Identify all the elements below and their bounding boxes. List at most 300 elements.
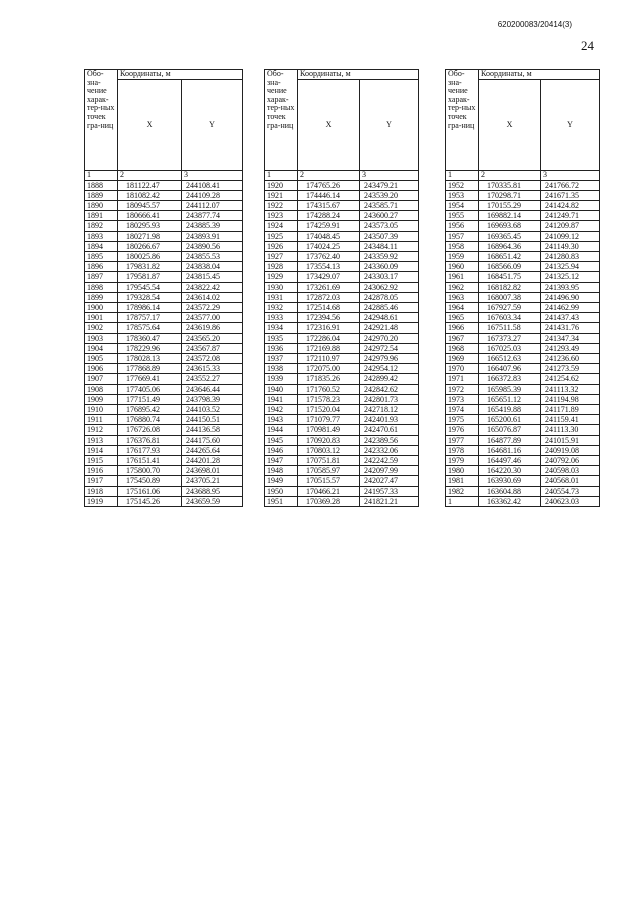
y-coordinate-cell: 242332.06 [360, 445, 419, 455]
y-coordinate-cell: 241249.71 [541, 211, 600, 221]
point-id-cell: 1938 [265, 364, 298, 374]
x-coordinate-cell: 172169.88 [298, 343, 360, 353]
y-coordinate-cell: 244136.58 [182, 425, 243, 435]
coordinates-table-3 [445, 69, 600, 507]
table-row [85, 496, 243, 506]
y-coordinate-cell: 241099.12 [541, 231, 600, 241]
y-coordinate-cell: 241462.99 [541, 303, 600, 313]
point-id-cell: 1919 [85, 496, 118, 506]
point-id-cell: 1976 [446, 425, 479, 435]
point-label-header: Обо-зна-чение харак-тер-ных точек гра-ниц [85, 70, 118, 171]
table-row [446, 374, 600, 384]
x-coordinate-cell: 163930.69 [479, 476, 541, 486]
x-coordinate-cell: 168651.42 [479, 252, 541, 262]
y-coordinate-cell: 242801.73 [360, 394, 419, 404]
y-coordinate-cell: 241171.89 [541, 405, 600, 415]
y-coordinate-cell: 242954.12 [360, 364, 419, 374]
y-coordinate-cell: 241149.30 [541, 241, 600, 251]
col-number: 2 [118, 171, 182, 181]
x-coordinate-cell: 174024.25 [298, 241, 360, 251]
table-row [85, 343, 243, 353]
y-coordinate-cell: 243877.74 [182, 211, 243, 221]
x-coordinate-cell: 180295.93 [118, 221, 182, 231]
point-id-cell: 1937 [265, 354, 298, 364]
point-id-cell: 1903 [85, 333, 118, 343]
point-id-cell: 1959 [446, 252, 479, 262]
y-coordinate-cell: 242401.93 [360, 415, 419, 425]
x-coordinate-cell: 174315.67 [298, 201, 360, 211]
point-id-cell: 1921 [265, 190, 298, 200]
point-id-cell: 1974 [446, 405, 479, 415]
col-number: 1 [446, 171, 479, 181]
point-id-cell: 1952 [446, 180, 479, 190]
table-row [265, 354, 419, 364]
point-id-cell: 1902 [85, 323, 118, 333]
point-id-cell: 1981 [446, 476, 479, 486]
table-row [265, 486, 419, 496]
table-row [265, 262, 419, 272]
x-coordinate-cell: 178757.17 [118, 313, 182, 323]
y-coordinate-cell: 243822.42 [182, 282, 243, 292]
point-id-cell: 1940 [265, 384, 298, 394]
x-coordinate-cell: 176177.93 [118, 445, 182, 455]
x-coordinate-cell: 166407.96 [479, 364, 541, 374]
x-coordinate-cell: 178360.47 [118, 333, 182, 343]
col-number: 2 [298, 171, 360, 181]
x-coordinate-cell: 172286.04 [298, 333, 360, 343]
x-header: X [479, 79, 541, 170]
y-coordinate-cell: 242718.12 [360, 405, 419, 415]
table-row [85, 303, 243, 313]
x-coordinate-cell: 174048.45 [298, 231, 360, 241]
y-coordinate-cell: 242970.20 [360, 333, 419, 343]
x-coordinate-cell: 176726.08 [118, 425, 182, 435]
y-coordinate-cell: 241821.21 [360, 496, 419, 506]
x-coordinate-cell: 167025.03 [479, 343, 541, 353]
y-coordinate-cell: 240554.73 [541, 486, 600, 496]
x-coordinate-cell: 179831.82 [118, 262, 182, 272]
table-row [446, 180, 600, 190]
y-coordinate-cell: 240919.08 [541, 445, 600, 455]
x-coordinate-cell: 181082.42 [118, 190, 182, 200]
table-row [446, 456, 600, 466]
point-label-header: Обо-зна-чение харак-тер-ных точек гра-ниц [265, 70, 298, 171]
point-id-cell: 1897 [85, 272, 118, 282]
x-coordinate-cell: 175145.26 [118, 496, 182, 506]
table-row [85, 252, 243, 262]
y-coordinate-cell: 243614.02 [182, 292, 243, 302]
y-coordinate-cell: 243885.39 [182, 221, 243, 231]
y-coordinate-cell: 241393.95 [541, 282, 600, 292]
y-coordinate-cell: 241957.33 [360, 486, 419, 496]
x-coordinate-cell: 172075.00 [298, 364, 360, 374]
x-coordinate-cell: 178028.13 [118, 354, 182, 364]
x-coordinate-cell: 165076.87 [479, 425, 541, 435]
point-id-cell: 1920 [265, 180, 298, 190]
x-coordinate-cell: 167373.27 [479, 333, 541, 343]
x-coordinate-cell: 175800.70 [118, 466, 182, 476]
point-id-cell: 1980 [446, 466, 479, 476]
x-coordinate-cell: 178229.96 [118, 343, 182, 353]
point-id-cell: 1911 [85, 415, 118, 425]
x-coordinate-cell: 168964.36 [479, 241, 541, 251]
y-coordinate-cell: 240568.01 [541, 476, 600, 486]
x-coordinate-cell: 174259.91 [298, 221, 360, 231]
y-coordinate-cell: 243815.45 [182, 272, 243, 282]
y-header: Y [541, 79, 600, 170]
point-id-cell: 1913 [85, 435, 118, 445]
point-id-cell: 1968 [446, 343, 479, 353]
point-id-cell: 1901 [85, 313, 118, 323]
point-id-cell: 1904 [85, 343, 118, 353]
y-coordinate-cell: 243585.71 [360, 201, 419, 211]
x-coordinate-cell: 170515.57 [298, 476, 360, 486]
point-id-cell: 1895 [85, 252, 118, 262]
y-coordinate-cell: 243619.86 [182, 323, 243, 333]
x-coordinate-cell: 163362.42 [479, 496, 541, 506]
col-number: 3 [541, 171, 600, 181]
point-id-cell: 1905 [85, 354, 118, 364]
point-id-cell: 1917 [85, 476, 118, 486]
y-coordinate-cell: 243567.87 [182, 343, 243, 353]
x-coordinate-cell: 170920.83 [298, 435, 360, 445]
x-coordinate-cell: 179581.87 [118, 272, 182, 282]
table-row [446, 313, 600, 323]
table-row [446, 445, 600, 455]
x-coordinate-cell: 174288.24 [298, 211, 360, 221]
y-coordinate-cell: 241015.91 [541, 435, 600, 445]
point-id-cell: 1958 [446, 241, 479, 251]
x-coordinate-cell: 168007.38 [479, 292, 541, 302]
y-coordinate-cell: 244265.64 [182, 445, 243, 455]
x-coordinate-cell: 172394.56 [298, 313, 360, 323]
point-id-cell: 1947 [265, 456, 298, 466]
coords-header: Координаты, м [118, 70, 243, 80]
x-coordinate-cell: 167927.59 [479, 303, 541, 313]
point-id-cell: 1914 [85, 445, 118, 455]
table-row [85, 456, 243, 466]
point-id-cell: 1964 [446, 303, 479, 313]
table-row [85, 415, 243, 425]
x-coordinate-cell: 166372.83 [479, 374, 541, 384]
point-id-cell: 1961 [446, 272, 479, 282]
point-id-cell: 1943 [265, 415, 298, 425]
table-row [446, 252, 600, 262]
table-row [265, 190, 419, 200]
table-row [265, 303, 419, 313]
table-row [265, 221, 419, 231]
x-coordinate-cell: 180271.98 [118, 231, 182, 241]
y-coordinate-cell: 243552.27 [182, 374, 243, 384]
table-row [265, 333, 419, 343]
x-coordinate-cell: 168451.75 [479, 272, 541, 282]
y-coordinate-cell: 242842.62 [360, 384, 419, 394]
x-coordinate-cell: 177151.49 [118, 394, 182, 404]
x-coordinate-cell: 171520.04 [298, 405, 360, 415]
x-coordinate-cell: 163604.88 [479, 486, 541, 496]
y-coordinate-cell: 241236.60 [541, 354, 600, 364]
table-row [446, 466, 600, 476]
x-coordinate-cell: 181122.47 [118, 180, 182, 190]
y-coordinate-cell: 243705.21 [182, 476, 243, 486]
table-row [85, 394, 243, 404]
col-number: 2 [479, 171, 541, 181]
table-row [446, 333, 600, 343]
y-coordinate-cell: 243688.95 [182, 486, 243, 496]
table-row [265, 456, 419, 466]
table-row [446, 425, 600, 435]
table-row [85, 425, 243, 435]
x-coordinate-cell: 173762.40 [298, 252, 360, 262]
x-coordinate-cell: 176895.42 [118, 405, 182, 415]
table-row [446, 435, 600, 445]
point-id-cell: 1979 [446, 456, 479, 466]
point-id-cell: 1912 [85, 425, 118, 435]
y-coordinate-cell: 242899.42 [360, 374, 419, 384]
x-coordinate-cell: 172514.68 [298, 303, 360, 313]
table-row [265, 211, 419, 221]
table-row [85, 272, 243, 282]
point-id-cell: 1946 [265, 445, 298, 455]
point-id-cell: 1907 [85, 374, 118, 384]
x-coordinate-cell: 173429.07 [298, 272, 360, 282]
table-row [265, 384, 419, 394]
x-coordinate-cell: 170466.21 [298, 486, 360, 496]
y-coordinate-cell: 244150.51 [182, 415, 243, 425]
document-id: 620200083/20414(3) [497, 20, 572, 29]
y-coordinate-cell: 241437.43 [541, 313, 600, 323]
table-row [265, 415, 419, 425]
table-row [446, 415, 600, 425]
y-coordinate-cell: 243577.00 [182, 313, 243, 323]
x-coordinate-cell: 180025.86 [118, 252, 182, 262]
point-id-cell: 1948 [265, 466, 298, 476]
table-row [85, 190, 243, 200]
point-id-cell: 1975 [446, 415, 479, 425]
table-row [446, 303, 600, 313]
y-coordinate-cell: 242389.56 [360, 435, 419, 445]
point-id-cell: 1963 [446, 292, 479, 302]
y-coordinate-cell: 241113.32 [541, 384, 600, 394]
x-coordinate-cell: 169365.45 [479, 231, 541, 241]
table-row [446, 496, 600, 506]
x-coordinate-cell: 172872.03 [298, 292, 360, 302]
table-row [446, 394, 600, 404]
point-id-cell: 1954 [446, 201, 479, 211]
point-id-cell: 1930 [265, 282, 298, 292]
point-id-cell: 1908 [85, 384, 118, 394]
table-row [85, 201, 243, 211]
table-row [85, 323, 243, 333]
table-row [265, 343, 419, 353]
x-coordinate-cell: 164220.30 [479, 466, 541, 476]
table-row [265, 476, 419, 486]
table-row [446, 221, 600, 231]
y-coordinate-cell: 241113.30 [541, 425, 600, 435]
y-coordinate-cell: 243659.59 [182, 496, 243, 506]
x-coordinate-cell: 170585.97 [298, 466, 360, 476]
point-id-cell: 1893 [85, 231, 118, 241]
x-coordinate-cell: 165985.39 [479, 384, 541, 394]
y-coordinate-cell: 243573.05 [360, 221, 419, 231]
x-coordinate-cell: 164877.89 [479, 435, 541, 445]
table-row [446, 343, 600, 353]
y-coordinate-cell: 241293.49 [541, 343, 600, 353]
x-coordinate-cell: 164681.16 [479, 445, 541, 455]
y-coordinate-cell: 243479.21 [360, 180, 419, 190]
point-id-cell: 1918 [85, 486, 118, 496]
x-coordinate-cell: 170155.29 [479, 201, 541, 211]
x-coordinate-cell: 172316.91 [298, 323, 360, 333]
point-id-cell: 1909 [85, 394, 118, 404]
point-id-cell: 1927 [265, 252, 298, 262]
table-row [265, 394, 419, 404]
y-coordinate-cell: 243303.17 [360, 272, 419, 282]
y-coordinate-cell: 241424.82 [541, 201, 600, 211]
x-coordinate-cell: 179328.54 [118, 292, 182, 302]
point-id-cell: 1945 [265, 435, 298, 445]
point-id-cell: 1888 [85, 180, 118, 190]
x-coordinate-cell: 168182.82 [479, 282, 541, 292]
table-row [446, 272, 600, 282]
y-coordinate-cell: 241766.72 [541, 180, 600, 190]
y-coordinate-cell: 240623.03 [541, 496, 600, 506]
x-coordinate-cell: 170298.71 [479, 190, 541, 200]
y-coordinate-cell: 243572.08 [182, 354, 243, 364]
point-id-cell: 1950 [265, 486, 298, 496]
x-coordinate-cell: 171760.52 [298, 384, 360, 394]
point-id-cell: 1957 [446, 231, 479, 241]
y-coordinate-cell: 244201.28 [182, 456, 243, 466]
table-row [85, 374, 243, 384]
coordinates-table-2 [264, 69, 419, 507]
y-coordinate-cell: 241273.59 [541, 364, 600, 374]
point-id-cell: 1939 [265, 374, 298, 384]
y-coordinate-cell: 244175.60 [182, 435, 243, 445]
y-coordinate-cell: 242878.05 [360, 292, 419, 302]
y-coordinate-cell: 240792.06 [541, 456, 600, 466]
y-coordinate-cell: 243565.20 [182, 333, 243, 343]
x-coordinate-cell: 176151.41 [118, 456, 182, 466]
x-coordinate-cell: 177868.89 [118, 364, 182, 374]
point-id-cell: 1933 [265, 313, 298, 323]
y-coordinate-cell: 242242.59 [360, 456, 419, 466]
x-coordinate-cell: 170751.81 [298, 456, 360, 466]
point-id-cell: 1929 [265, 272, 298, 282]
point-id-cell: 1941 [265, 394, 298, 404]
table-row [85, 313, 243, 323]
y-coordinate-cell: 243507.39 [360, 231, 419, 241]
table-row [446, 476, 600, 486]
table-row [446, 323, 600, 333]
y-coordinate-cell: 241194.98 [541, 394, 600, 404]
table-row [85, 292, 243, 302]
point-id-cell: 1906 [85, 364, 118, 374]
point-id-cell: 1977 [446, 435, 479, 445]
point-id-cell: 1951 [265, 496, 298, 506]
y-coordinate-cell: 243600.27 [360, 211, 419, 221]
table-row [265, 425, 419, 435]
point-id-cell: 1967 [446, 333, 479, 343]
table-row [265, 231, 419, 241]
point-id-cell: 1926 [265, 241, 298, 251]
table-row [265, 313, 419, 323]
point-id-cell: 1955 [446, 211, 479, 221]
table-row [85, 333, 243, 343]
table-row [85, 282, 243, 292]
x-coordinate-cell: 175450.89 [118, 476, 182, 486]
x-coordinate-cell: 176880.74 [118, 415, 182, 425]
y-coordinate-cell: 243698.01 [182, 466, 243, 476]
y-coordinate-cell: 242885.46 [360, 303, 419, 313]
table-row [446, 262, 600, 272]
x-coordinate-cell: 173261.69 [298, 282, 360, 292]
x-coordinate-cell: 169693.68 [479, 221, 541, 231]
col-number: 1 [85, 171, 118, 181]
point-id-cell: 1899 [85, 292, 118, 302]
y-coordinate-cell: 243646.44 [182, 384, 243, 394]
y-coordinate-cell: 242097.99 [360, 466, 419, 476]
coordinates-table-1 [84, 69, 243, 507]
x-coordinate-cell: 176376.81 [118, 435, 182, 445]
table-row [446, 486, 600, 496]
table-row [265, 445, 419, 455]
x-coordinate-cell: 178986.14 [118, 303, 182, 313]
table-row [265, 435, 419, 445]
y-header: Y [360, 79, 419, 170]
y-coordinate-cell: 241280.83 [541, 252, 600, 262]
point-id-cell: 1892 [85, 221, 118, 231]
table-row [85, 405, 243, 415]
y-coordinate-cell: 243838.04 [182, 262, 243, 272]
table-row [446, 282, 600, 292]
point-id-cell: 1982 [446, 486, 479, 496]
point-id-cell: 1928 [265, 262, 298, 272]
point-id-cell: 1944 [265, 425, 298, 435]
point-id-cell: 1910 [85, 405, 118, 415]
col-number: 1 [265, 171, 298, 181]
x-coordinate-cell: 168566.09 [479, 262, 541, 272]
point-id-cell: 1931 [265, 292, 298, 302]
x-coordinate-cell: 165200.61 [479, 415, 541, 425]
y-coordinate-cell: 240598.03 [541, 466, 600, 476]
y-coordinate-cell: 243359.92 [360, 252, 419, 262]
point-id-cell: 1900 [85, 303, 118, 313]
y-coordinate-cell: 241431.76 [541, 323, 600, 333]
x-coordinate-cell: 169882.14 [479, 211, 541, 221]
x-coordinate-cell: 180266.67 [118, 241, 182, 251]
point-id-cell: 1922 [265, 201, 298, 211]
y-coordinate-cell: 243798.39 [182, 394, 243, 404]
x-coordinate-cell: 165651.12 [479, 394, 541, 404]
table-row [85, 262, 243, 272]
y-coordinate-cell: 242921.48 [360, 323, 419, 333]
y-coordinate-cell: 243539.20 [360, 190, 419, 200]
y-coordinate-cell: 242027.47 [360, 476, 419, 486]
y-coordinate-cell: 242948.61 [360, 313, 419, 323]
table-row [85, 384, 243, 394]
y-coordinate-cell: 241671.35 [541, 190, 600, 200]
table-row [265, 252, 419, 262]
x-coordinate-cell: 170803.12 [298, 445, 360, 455]
table-row [85, 445, 243, 455]
point-id-cell: 1 [446, 496, 479, 506]
point-id-cell: 1962 [446, 282, 479, 292]
table-row [85, 364, 243, 374]
point-id-cell: 1896 [85, 262, 118, 272]
x-coordinate-cell: 167511.58 [479, 323, 541, 333]
x-header: X [298, 79, 360, 170]
